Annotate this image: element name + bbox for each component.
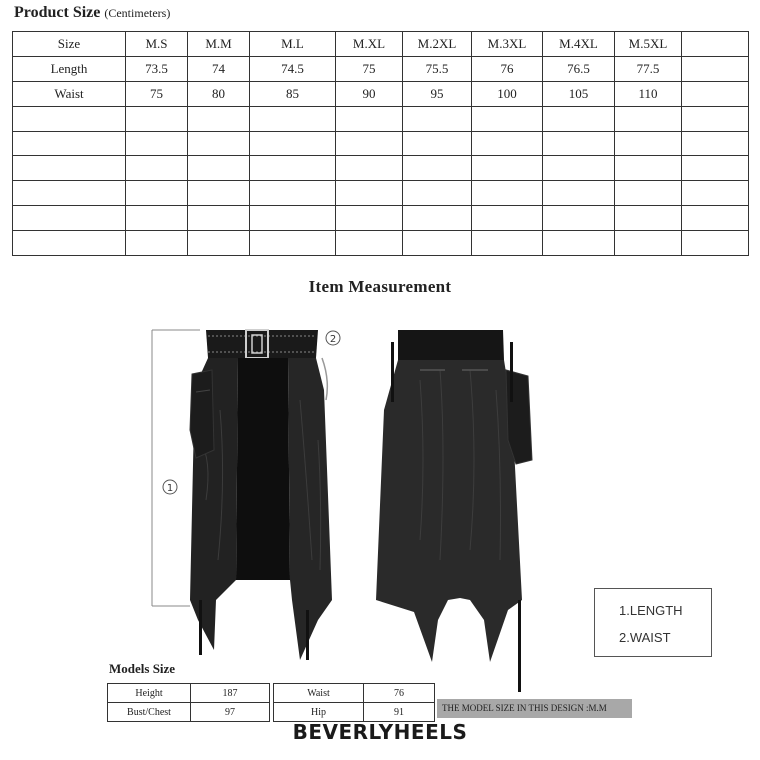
size-table-row [13, 32, 749, 57]
size-table-cell [188, 181, 250, 206]
models-row [108, 684, 435, 703]
size-table-cell [615, 106, 682, 131]
size-table-cell: Waist [13, 81, 126, 106]
size-table-cell [472, 181, 543, 206]
size-table-cell [615, 206, 682, 231]
height-label: Height [108, 684, 191, 703]
size-table-cell: 74.5 [250, 56, 336, 81]
models-size-table [107, 683, 435, 722]
size-table-cell [472, 206, 543, 231]
size-table-cell [472, 156, 543, 181]
size-table-cell [615, 181, 682, 206]
size-table-cell [403, 131, 472, 156]
heading-unit: (Centimeters) [104, 6, 171, 20]
size-table-cell [126, 206, 188, 231]
size-table-cell [336, 206, 403, 231]
size-table-cell: 76.5 [543, 56, 615, 81]
size-table-row [13, 231, 749, 256]
size-table-cell [615, 231, 682, 256]
product-size-heading [14, 4, 170, 22]
size-table-cell: 76 [472, 56, 543, 81]
size-table-cell: M.XL [336, 32, 403, 57]
size-table-cell [543, 181, 615, 206]
waist-value: 76 [364, 684, 435, 703]
measurement-legend [594, 588, 712, 657]
size-table-cell [543, 206, 615, 231]
model-size-note: THE MODEL SIZE IN THIS DESIGN :M.M [437, 699, 632, 718]
size-table-cell: M.L [250, 32, 336, 57]
size-table-cell [682, 131, 749, 156]
size-table-row [13, 81, 749, 106]
size-table-cell: 80 [188, 81, 250, 106]
size-table-cell: Length [13, 56, 126, 81]
size-table-cell [13, 156, 126, 181]
size-table-cell: 77.5 [615, 56, 682, 81]
models-size-title: Models Size [109, 661, 176, 676]
models-row [108, 703, 435, 722]
size-table-cell: 100 [472, 81, 543, 106]
hip-value: 91 [364, 703, 435, 722]
size-table-cell [250, 156, 336, 181]
size-table-cell: 105 [543, 81, 615, 106]
item-measurement-title: Item Measurement [308, 277, 452, 296]
size-table-cell: M.M [188, 32, 250, 57]
size-table-cell [188, 231, 250, 256]
bust-value: 97 [191, 703, 270, 722]
size-chart-table [12, 31, 749, 256]
size-table-cell [126, 131, 188, 156]
size-table-cell: 95 [403, 81, 472, 106]
waist-marker [326, 331, 340, 345]
size-table-cell: 73.5 [126, 56, 188, 81]
size-table-row [13, 206, 749, 231]
legend-length: 1.LENGTH [619, 603, 683, 618]
size-table-cell [682, 156, 749, 181]
size-table-cell [250, 206, 336, 231]
size-table-cell [472, 106, 543, 131]
size-table-cell: 90 [336, 81, 403, 106]
size-table-row [13, 181, 749, 206]
size-table-cell [543, 131, 615, 156]
size-table-cell [403, 106, 472, 131]
size-table-cell [250, 181, 336, 206]
size-table-row [13, 106, 749, 131]
size-table-cell [472, 231, 543, 256]
size-table-cell: 75 [126, 81, 188, 106]
size-table-cell: 75.5 [403, 56, 472, 81]
size-table-cell [403, 156, 472, 181]
size-table-cell [13, 181, 126, 206]
size-table-cell: 74 [188, 56, 250, 81]
svg-text:2: 2 [329, 334, 337, 345]
size-table-cell: M.S [126, 32, 188, 57]
size-table-cell [336, 106, 403, 131]
size-table-cell: M.3XL [472, 32, 543, 57]
size-table-cell [336, 181, 403, 206]
size-table-cell [336, 131, 403, 156]
brand-logo-text: BEVERLYHEELS [292, 720, 468, 744]
front-garment [190, 330, 332, 660]
size-table-cell [403, 181, 472, 206]
size-table-cell: M.5XL [615, 32, 682, 57]
size-table-cell [682, 32, 749, 57]
size-table-cell [336, 231, 403, 256]
size-table-cell [336, 156, 403, 181]
size-table-row [13, 156, 749, 181]
waist-label: Waist [274, 684, 364, 703]
size-table-cell [250, 131, 336, 156]
size-table-cell [682, 56, 749, 81]
size-table-cell [615, 156, 682, 181]
size-table-cell [188, 156, 250, 181]
size-table-cell [682, 181, 749, 206]
size-table-cell [126, 181, 188, 206]
size-table-cell [250, 106, 336, 131]
length-marker [163, 480, 177, 494]
size-table-cell [126, 231, 188, 256]
bust-label: Bust/Chest [108, 703, 191, 722]
size-table-cell [543, 231, 615, 256]
height-value: 187 [191, 684, 270, 703]
size-table-cell [543, 156, 615, 181]
size-table-cell [682, 81, 749, 106]
size-table-cell [13, 231, 126, 256]
size-table-cell [126, 106, 188, 131]
size-table-cell [543, 106, 615, 131]
size-table-cell [472, 131, 543, 156]
back-garment [376, 330, 532, 692]
size-table-cell: M.2XL [403, 32, 472, 57]
size-table-cell [13, 106, 126, 131]
size-table-cell [403, 231, 472, 256]
size-table-cell [403, 206, 472, 231]
size-table-cell [188, 131, 250, 156]
size-table-cell [13, 206, 126, 231]
size-table-cell: 75 [336, 56, 403, 81]
size-table-cell [250, 231, 336, 256]
size-table-row [13, 56, 749, 81]
legend-waist: 2.WAIST [619, 630, 671, 645]
size-table-cell [615, 131, 682, 156]
size-table-cell: M.4XL [543, 32, 615, 57]
size-table-cell [682, 206, 749, 231]
size-table-cell [188, 106, 250, 131]
size-table-cell: 85 [250, 81, 336, 106]
size-table-cell [188, 206, 250, 231]
size-table-cell: Size [13, 32, 126, 57]
size-table-cell: 110 [615, 81, 682, 106]
svg-text:1: 1 [166, 483, 174, 494]
size-table-cell [682, 231, 749, 256]
hip-label: Hip [274, 703, 364, 722]
size-table-row [13, 131, 749, 156]
size-table-cell [126, 156, 188, 181]
size-table-cell [682, 106, 749, 131]
heading-title: Product Size [14, 4, 101, 21]
size-table-cell [13, 131, 126, 156]
